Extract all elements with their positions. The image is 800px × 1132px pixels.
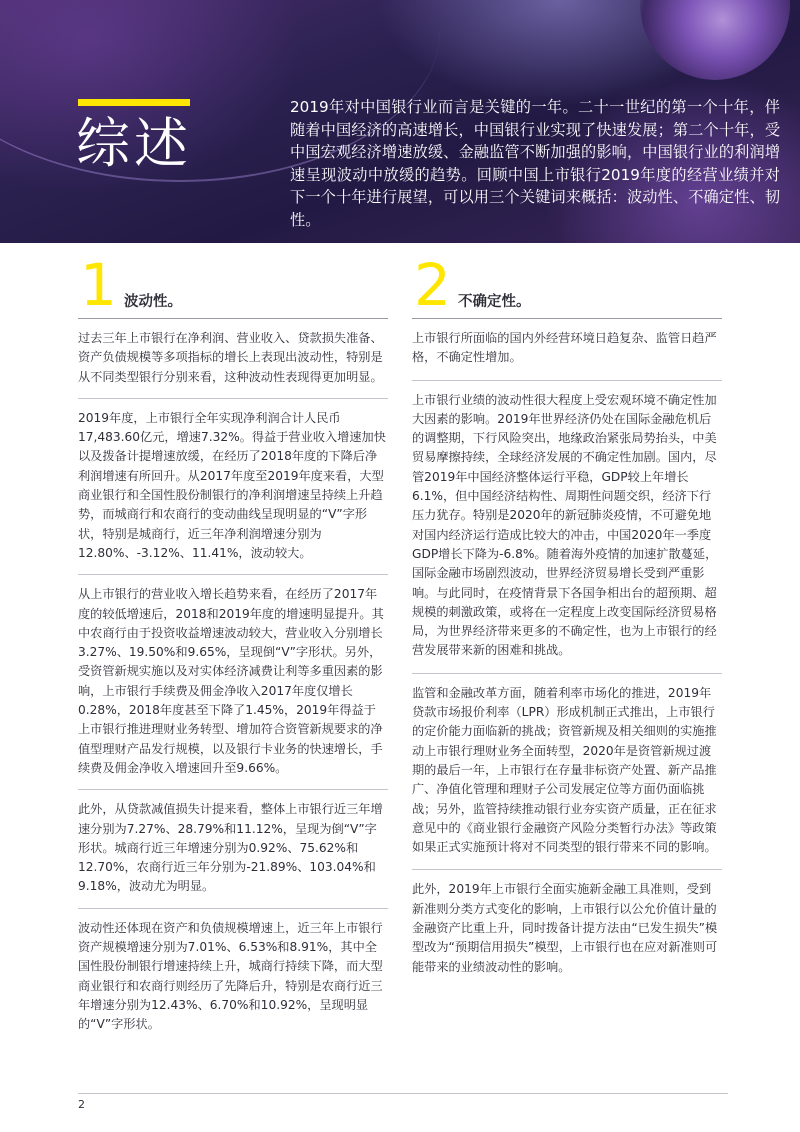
section-volatility <box>78 251 388 1046</box>
section-title: 波动性。 <box>124 294 182 310</box>
paragraph: 此外，2019年上市银行全面实施新金融工具准则，受到新准则分类方式变化的影响，上市银行以公允价值计量的金融资产比重上升，同时拨备计提方法由“已发生损失”模型改为“预期信用损失”模型，上市银行也在应对新准则可能带来的业绩波动性的影响。 <box>412 882 718 974</box>
decorative-bubble <box>640 0 790 80</box>
section-uncertainty <box>412 251 722 989</box>
section-number: 1 <box>80 251 117 319</box>
intro-paragraph: 2019年对中国银行业而言是关键的一年。二十一世纪的第一个十年，伴随着中国经济的高速增长，中国银行业实现了快速发展；第二个十年，受中国宏观经济增速放缓、金融监管不断加强的影响，中国银行业的利润增速呈现波动中放缓的趋势。回顾中国上市银行2019年度的经营业绩并对下一个十年进行展望，可以用三个关键词来概括：波动性、不确定性、韧性。 <box>290 98 780 229</box>
paragraph: 从上市银行的营业收入增长趋势来看，在经历了2017年度的较低增速后，2018和2019年度的增速明显提升。其中农商行由于投资收益增速波动较大，营业收入分别增长3.27%、19.50%和9.65%，呈现倒“V”字形状。另外，受资管新规实施以及对实体经济减费让利等多重因素的影响，上市银行手续费及佣金净收入2017年度仅增长0.28%，2018年度甚至下降了1.45%，2019年得益于上市银行推进理财业务转型、增加符合资管新规要求的净值型理财产品发行规模，以及银行卡业务的快速增长，手续费及佣金净收入增速回升至9.66%。 <box>78 575 388 790</box>
hero-banner <box>0 0 800 243</box>
paragraph: 2019年度，上市银行全年实现净利润合计人民币17,483.60亿元，增速7.32%。得益于营业收入增速加快以及拨备计提增速放缓，在经历了2018年度的下降后净利润增速有所回升。从2017年度至2019年度来看，大型商业银行和全国性股份制银行的净利润增速呈持续上升趋势，而城商行和农商行的变动曲线呈现明显的“V”字形状，特别是城商行，近三年净利润增速分别为12.80%、-3.12%、11.41%，波动较大。 <box>78 399 388 575</box>
paragraph: 过去三年上市银行在净利润、营业收入、贷款损失准备、资产负债规模等多项指标的增长上表现出波动性，特别是从不同类型银行分别来看，这种波动性表现得更加明显。 <box>78 319 388 399</box>
section-header <box>412 251 722 319</box>
title-accent-bar <box>78 99 190 106</box>
paragraph: 上市银行业绩的波动性很大程度上受宏观环境不确定性加大因素的影响。2019年世界经济仍处在国际金融危机后的调整期，下行风险突出，地缘政治紧张局势抬头，中美贸易摩擦持续，全球经济发展的不确定性加剧。国内，尽管2019年中国经济整体运行平稳，GDP较上年增长6.1%，但中国经济结构性、周期性问题交织，经济下行压力犹存。特别是2020年的新冠肺炎疫情，不可避免地对国内经济运行造成比较大的冲击，中国2020年一季度GDP增长下降为-6.8%。随着海外疫情的加速扩散蔓延，国际金融市场剧烈波动，世界经济贸易增长受到严重影响。与此同时，在疫情背景下各国争相出台的超预期、超规模的刺激政策，或将在一定程度上改变国际经济贸易格局，为世界经济带来更多的不确定性，也为上市银行的经营发展带来新的困难和挑战。 <box>412 381 722 674</box>
section-number: 2 <box>414 251 451 319</box>
footer-divider <box>78 1093 728 1094</box>
paragraph: 上市银行所面临的国内外经营环境日趋复杂、监管日趋严格，不确定性增加。 <box>412 319 722 381</box>
page-number: 2 <box>78 1098 85 1111</box>
section-header <box>78 251 388 319</box>
paragraph: 此外，从贷款减值损失计提来看，整体上市银行近三年增速分别为7.27%、28.79%和11.12%，呈现为倒“V”字形状。城商行近三年增速分别为0.92%、75.62%和12.70%，农商行近三年分别为-21.89%、103.04%和9.18%，波动尤为明显。 <box>78 790 388 908</box>
section-title: 不确定性。 <box>458 294 531 310</box>
paragraph: 波动性还体现在资产和负债规模增速上，近三年上市银行资产规模增速分别为7.01%、6.53%和8.91%，其中全国性股份制银行增速持续上升，城商行持续下降，而大型商业银行和农商行则经历了先降后升，特别是农商行近三年增速分别为12.43%、6.70%和10.92%，呈现明显的“V”字形状。 <box>78 920 383 1032</box>
page-title: 综述 <box>76 112 192 175</box>
paragraph: 监管和金融改革方面，随着利率市场化的推进，2019年贷款市场报价利率（LPR）形成机制正式推出，上市银行的定价能力面临新的挑战；资管新规及相关细则的实施推动上市银行理财业务全面转型，2020年是资管新规过渡期的最后一年，上市银行在存量非标资产处置、新产品推广、净值化管理和理财子公司发展定位等方面仍面临挑战；另外，监管持续推动银行业夯实资产质量，正在征求意见中的《商业银行金融资产风险分类暂行办法》等政策如果正式实施预计将对不同类型的银行带来不同的影响。 <box>412 674 722 871</box>
